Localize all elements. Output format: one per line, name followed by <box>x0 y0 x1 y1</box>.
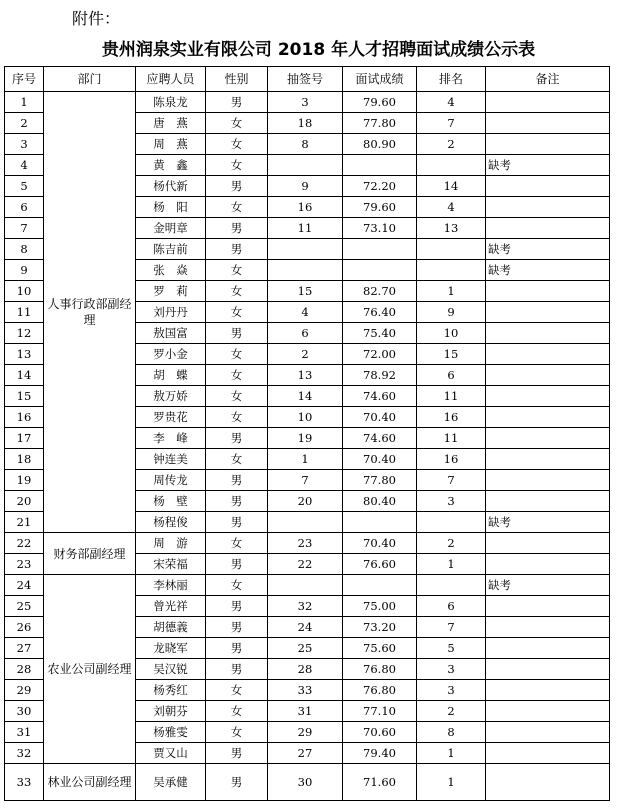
draw-number <box>268 575 343 596</box>
rank <box>417 155 486 176</box>
row-number: 14 <box>5 365 44 386</box>
note <box>486 176 610 197</box>
interview-score: 76.80 <box>343 680 417 701</box>
note <box>486 323 610 344</box>
applicant-name: 罗贵花 <box>136 407 206 428</box>
interview-score: 72.00 <box>343 344 417 365</box>
header-applicant: 应聘人员 <box>136 67 206 92</box>
draw-number: 6 <box>268 323 343 344</box>
draw-number: 13 <box>268 365 343 386</box>
row-number: 21 <box>5 512 44 533</box>
note <box>486 470 610 491</box>
row-number: 2 <box>5 113 44 134</box>
row-number: 25 <box>5 596 44 617</box>
note <box>486 554 610 575</box>
department-cell: 人事行政部副经理 <box>44 92 136 533</box>
header-note: 备注 <box>486 67 610 92</box>
draw-number: 29 <box>268 722 343 743</box>
draw-number: 23 <box>268 533 343 554</box>
note <box>486 638 610 659</box>
note <box>486 428 610 449</box>
note: 缺考 <box>486 239 610 260</box>
row-number: 32 <box>5 743 44 764</box>
rank: 13 <box>417 218 486 239</box>
draw-number: 19 <box>268 428 343 449</box>
rank: 11 <box>417 386 486 407</box>
gender: 男 <box>206 764 268 801</box>
rank: 1 <box>417 554 486 575</box>
row-number: 23 <box>5 554 44 575</box>
applicant-name: 刘朝芬 <box>136 701 206 722</box>
rank: 7 <box>417 470 486 491</box>
rank: 7 <box>417 617 486 638</box>
draw-number <box>268 260 343 281</box>
interview-score: 70.60 <box>343 722 417 743</box>
interview-score: 70.40 <box>343 449 417 470</box>
draw-number: 15 <box>268 281 343 302</box>
draw-number: 1 <box>268 449 343 470</box>
rank: 3 <box>417 659 486 680</box>
gender: 男 <box>206 638 268 659</box>
note <box>486 218 610 239</box>
draw-number: 24 <box>268 617 343 638</box>
interview-score: 74.60 <box>343 428 417 449</box>
gender: 女 <box>206 533 268 554</box>
gender: 女 <box>206 449 268 470</box>
rank: 16 <box>417 407 486 428</box>
note <box>486 113 610 134</box>
note <box>486 701 610 722</box>
note <box>486 659 610 680</box>
interview-score: 78.92 <box>343 365 417 386</box>
gender: 男 <box>206 617 268 638</box>
draw-number: 14 <box>268 386 343 407</box>
row-number: 17 <box>5 428 44 449</box>
gender: 男 <box>206 470 268 491</box>
draw-number: 16 <box>268 197 343 218</box>
rank: 6 <box>417 596 486 617</box>
row-number: 31 <box>5 722 44 743</box>
note <box>486 617 610 638</box>
attachment-label: 附件： <box>72 9 121 28</box>
interview-score: 70.40 <box>343 407 417 428</box>
rank: 4 <box>417 197 486 218</box>
draw-number <box>268 155 343 176</box>
draw-number <box>268 239 343 260</box>
draw-number: 30 <box>268 764 343 801</box>
note: 缺考 <box>486 260 610 281</box>
applicant-name: 刘丹丹 <box>136 302 206 323</box>
rank: 9 <box>417 302 486 323</box>
table-header-row <box>5 67 610 92</box>
interview-score: 80.40 <box>343 491 417 512</box>
draw-number: 33 <box>268 680 343 701</box>
applicant-name: 敖万娇 <box>136 386 206 407</box>
gender: 男 <box>206 659 268 680</box>
rank: 11 <box>417 428 486 449</box>
applicant-name: 吴承健 <box>136 764 206 801</box>
interview-score: 73.10 <box>343 218 417 239</box>
draw-number: 28 <box>268 659 343 680</box>
applicant-name: 钟连美 <box>136 449 206 470</box>
note: 缺考 <box>486 155 610 176</box>
interview-score: 75.00 <box>343 596 417 617</box>
rank: 6 <box>417 365 486 386</box>
note <box>486 449 610 470</box>
applicant-name: 胡 蝶 <box>136 365 206 386</box>
note <box>486 743 610 764</box>
note <box>486 764 610 801</box>
rank <box>417 575 486 596</box>
row-number: 33 <box>5 764 44 801</box>
draw-number: 10 <box>268 407 343 428</box>
gender: 女 <box>206 344 268 365</box>
draw-number: 2 <box>268 344 343 365</box>
gender: 女 <box>206 701 268 722</box>
department-cell: 农业公司副经理 <box>44 575 136 764</box>
rank <box>417 512 486 533</box>
interview-score: 74.60 <box>343 386 417 407</box>
draw-number: 9 <box>268 176 343 197</box>
header-department: 部门 <box>44 67 136 92</box>
rank: 15 <box>417 344 486 365</box>
gender: 男 <box>206 743 268 764</box>
interview-score: 77.10 <box>343 701 417 722</box>
applicant-name: 唐 燕 <box>136 113 206 134</box>
rank: 8 <box>417 722 486 743</box>
rank: 4 <box>417 92 486 113</box>
rank: 2 <box>417 701 486 722</box>
rank <box>417 260 486 281</box>
draw-number: 18 <box>268 113 343 134</box>
applicant-name: 杨秀红 <box>136 680 206 701</box>
applicant-name: 罗小金 <box>136 344 206 365</box>
draw-number: 31 <box>268 701 343 722</box>
applicant-name: 金明章 <box>136 218 206 239</box>
gender: 女 <box>206 722 268 743</box>
rank: 2 <box>417 134 486 155</box>
row-number: 16 <box>5 407 44 428</box>
note <box>486 302 610 323</box>
applicant-name: 李 峰 <box>136 428 206 449</box>
applicant-name: 敖国富 <box>136 323 206 344</box>
gender: 女 <box>206 197 268 218</box>
gender: 女 <box>206 386 268 407</box>
interview-score <box>343 239 417 260</box>
gender: 女 <box>206 365 268 386</box>
row-number: 9 <box>5 260 44 281</box>
rank: 2 <box>417 533 486 554</box>
note <box>486 386 610 407</box>
header-gender: 性别 <box>206 67 268 92</box>
row-number: 18 <box>5 449 44 470</box>
note <box>486 92 610 113</box>
note <box>486 344 610 365</box>
table-row <box>5 533 610 554</box>
interview-score: 73.20 <box>343 617 417 638</box>
draw-number <box>268 512 343 533</box>
rank: 3 <box>417 680 486 701</box>
table-body <box>5 92 610 801</box>
row-number: 8 <box>5 239 44 260</box>
draw-number: 8 <box>268 134 343 155</box>
interview-score <box>343 512 417 533</box>
department-cell: 林业公司副经理 <box>44 764 136 801</box>
gender: 男 <box>206 218 268 239</box>
draw-number: 11 <box>268 218 343 239</box>
table-row <box>5 92 610 113</box>
applicant-name: 张 焱 <box>136 260 206 281</box>
draw-number: 4 <box>268 302 343 323</box>
rank: 1 <box>417 281 486 302</box>
row-number: 29 <box>5 680 44 701</box>
rank: 10 <box>417 323 486 344</box>
gender: 男 <box>206 428 268 449</box>
applicant-name: 胡德義 <box>136 617 206 638</box>
rank: 3 <box>417 491 486 512</box>
note <box>486 365 610 386</box>
row-number: 7 <box>5 218 44 239</box>
interview-score: 76.60 <box>343 554 417 575</box>
gender: 男 <box>206 596 268 617</box>
gender: 男 <box>206 92 268 113</box>
interview-score <box>343 155 417 176</box>
row-number: 13 <box>5 344 44 365</box>
gender: 女 <box>206 134 268 155</box>
rank <box>417 239 486 260</box>
note <box>486 491 610 512</box>
rank: 5 <box>417 638 486 659</box>
header-rank: 排名 <box>417 67 486 92</box>
draw-number: 32 <box>268 596 343 617</box>
rank: 7 <box>417 113 486 134</box>
interview-score: 79.40 <box>343 743 417 764</box>
table-row <box>5 764 610 801</box>
note <box>486 680 610 701</box>
applicant-name: 周 游 <box>136 533 206 554</box>
interview-score: 79.60 <box>343 197 417 218</box>
gender: 女 <box>206 302 268 323</box>
note <box>486 533 610 554</box>
gender: 男 <box>206 554 268 575</box>
note <box>486 722 610 743</box>
row-number: 3 <box>5 134 44 155</box>
gender: 男 <box>206 176 268 197</box>
table-row <box>5 575 610 596</box>
note <box>486 407 610 428</box>
row-number: 15 <box>5 386 44 407</box>
interview-score: 80.90 <box>343 134 417 155</box>
header-score: 面试成绩 <box>343 67 417 92</box>
gender: 男 <box>206 491 268 512</box>
row-number: 6 <box>5 197 44 218</box>
draw-number: 27 <box>268 743 343 764</box>
score-table <box>4 66 610 801</box>
header-draw-number: 抽签号 <box>268 67 343 92</box>
interview-score <box>343 260 417 281</box>
applicant-name: 李林丽 <box>136 575 206 596</box>
row-number: 28 <box>5 659 44 680</box>
interview-score: 77.80 <box>343 470 417 491</box>
applicant-name: 曾光祥 <box>136 596 206 617</box>
applicant-name: 龙晓军 <box>136 638 206 659</box>
row-number: 20 <box>5 491 44 512</box>
interview-score: 70.40 <box>343 533 417 554</box>
interview-score: 76.40 <box>343 302 417 323</box>
applicant-name: 黄 鑫 <box>136 155 206 176</box>
row-number: 19 <box>5 470 44 491</box>
interview-score: 75.40 <box>343 323 417 344</box>
rank: 14 <box>417 176 486 197</box>
row-number: 12 <box>5 323 44 344</box>
interview-score <box>343 575 417 596</box>
gender: 女 <box>206 113 268 134</box>
gender: 男 <box>206 512 268 533</box>
interview-score: 75.60 <box>343 638 417 659</box>
gender: 女 <box>206 260 268 281</box>
applicant-name: 杨 壁 <box>136 491 206 512</box>
row-number: 22 <box>5 533 44 554</box>
header-no: 序号 <box>5 67 44 92</box>
note <box>486 596 610 617</box>
page-title: 贵州润泉实业有限公司 2018 年人才招聘面试成绩公示表 <box>101 40 536 60</box>
note <box>486 197 610 218</box>
draw-number: 20 <box>268 491 343 512</box>
row-number: 4 <box>5 155 44 176</box>
interview-score: 82.70 <box>343 281 417 302</box>
rank: 16 <box>417 449 486 470</box>
gender: 女 <box>206 407 268 428</box>
interview-score: 76.80 <box>343 659 417 680</box>
applicant-name: 吴汉锐 <box>136 659 206 680</box>
applicant-name: 杨程俊 <box>136 512 206 533</box>
applicant-name: 杨代新 <box>136 176 206 197</box>
applicant-name: 陈泉龙 <box>136 92 206 113</box>
applicant-name: 罗 莉 <box>136 281 206 302</box>
note <box>486 281 610 302</box>
row-number: 24 <box>5 575 44 596</box>
department-cell: 财务部副经理 <box>44 533 136 575</box>
row-number: 1 <box>5 92 44 113</box>
draw-number: 22 <box>268 554 343 575</box>
applicant-name: 贾又山 <box>136 743 206 764</box>
applicant-name: 杨雅雯 <box>136 722 206 743</box>
gender: 女 <box>206 680 268 701</box>
note: 缺考 <box>486 512 610 533</box>
interview-score: 71.60 <box>343 764 417 801</box>
gender: 女 <box>206 155 268 176</box>
note: 缺考 <box>486 575 610 596</box>
gender: 男 <box>206 323 268 344</box>
rank: 1 <box>417 764 486 801</box>
interview-score: 79.60 <box>343 92 417 113</box>
gender: 女 <box>206 281 268 302</box>
row-number: 27 <box>5 638 44 659</box>
gender: 男 <box>206 239 268 260</box>
draw-number: 25 <box>268 638 343 659</box>
applicant-name: 宋荣福 <box>136 554 206 575</box>
row-number: 5 <box>5 176 44 197</box>
row-number: 10 <box>5 281 44 302</box>
rank: 1 <box>417 743 486 764</box>
row-number: 30 <box>5 701 44 722</box>
applicant-name: 周传龙 <box>136 470 206 491</box>
draw-number: 3 <box>268 92 343 113</box>
note <box>486 134 610 155</box>
row-number: 26 <box>5 617 44 638</box>
interview-score: 77.80 <box>343 113 417 134</box>
applicant-name: 周 燕 <box>136 134 206 155</box>
applicant-name: 陈吉前 <box>136 239 206 260</box>
applicant-name: 杨 阳 <box>136 197 206 218</box>
draw-number: 7 <box>268 470 343 491</box>
interview-score: 72.20 <box>343 176 417 197</box>
gender: 女 <box>206 575 268 596</box>
row-number: 11 <box>5 302 44 323</box>
